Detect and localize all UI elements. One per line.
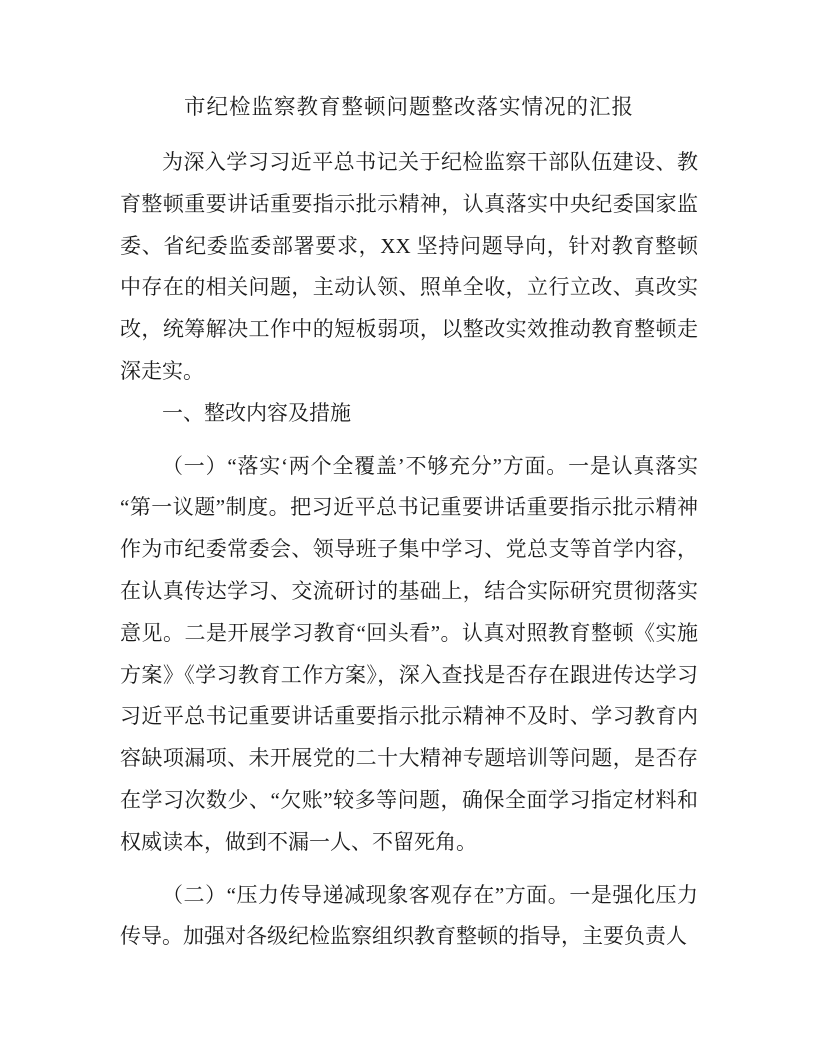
- intro-paragraph: 为深入学习习近平总书记关于纪检监察干部队伍建设、教育整顿重要讲话重要指示批示精神，认真落实中央纪委国家监委、省纪委监委部署要求，XX 坚持问题导向，针对教育整顿中存在的相关问题，主动认领、照单全收，立行立改、真改实改，统筹解决工作中的短板弱项，以整改实效推动教育整顿走深走实。: [120, 150, 698, 383]
- rectification-item-1-paragraph: （一）“落实‘两个全覆盖’不够充分”方面。一是认真落实“第一议题”制度。把习近平总书记重要讲话重要指示批示精神作为市纪委常委会、领导班子集中学习、党总支等首学内容，在认真传达学习、交流研讨的基础上，结合实际研究贯彻落实意见。二是开展学习教育“回头看”。认真对照教育整顿《实施方案》《学习教育工作方案》，深入查找是否存在跟进传达学习习近平总书记重要讲话重要指示批示精神不及时、学习教育内容缺项漏项、未开展党的二十大精神专题培训等问题，是否存在学习次数少、“欠账”较多等问题，确保全面学习指定材料和权威读本，做到不漏一人、不留死角。: [120, 453, 698, 854]
- document-title: 市纪检监察教育整顿问题整改落实情况的汇报: [183, 95, 634, 119]
- section-heading-1: 一、整改内容及措施: [162, 400, 351, 425]
- rectification-item-2-paragraph: （二）“压力传导递减现象客观存在”方面。一是强化压力传导。加强对各级纪检监察组织教育整顿的指导，主要负责人: [120, 882, 698, 949]
